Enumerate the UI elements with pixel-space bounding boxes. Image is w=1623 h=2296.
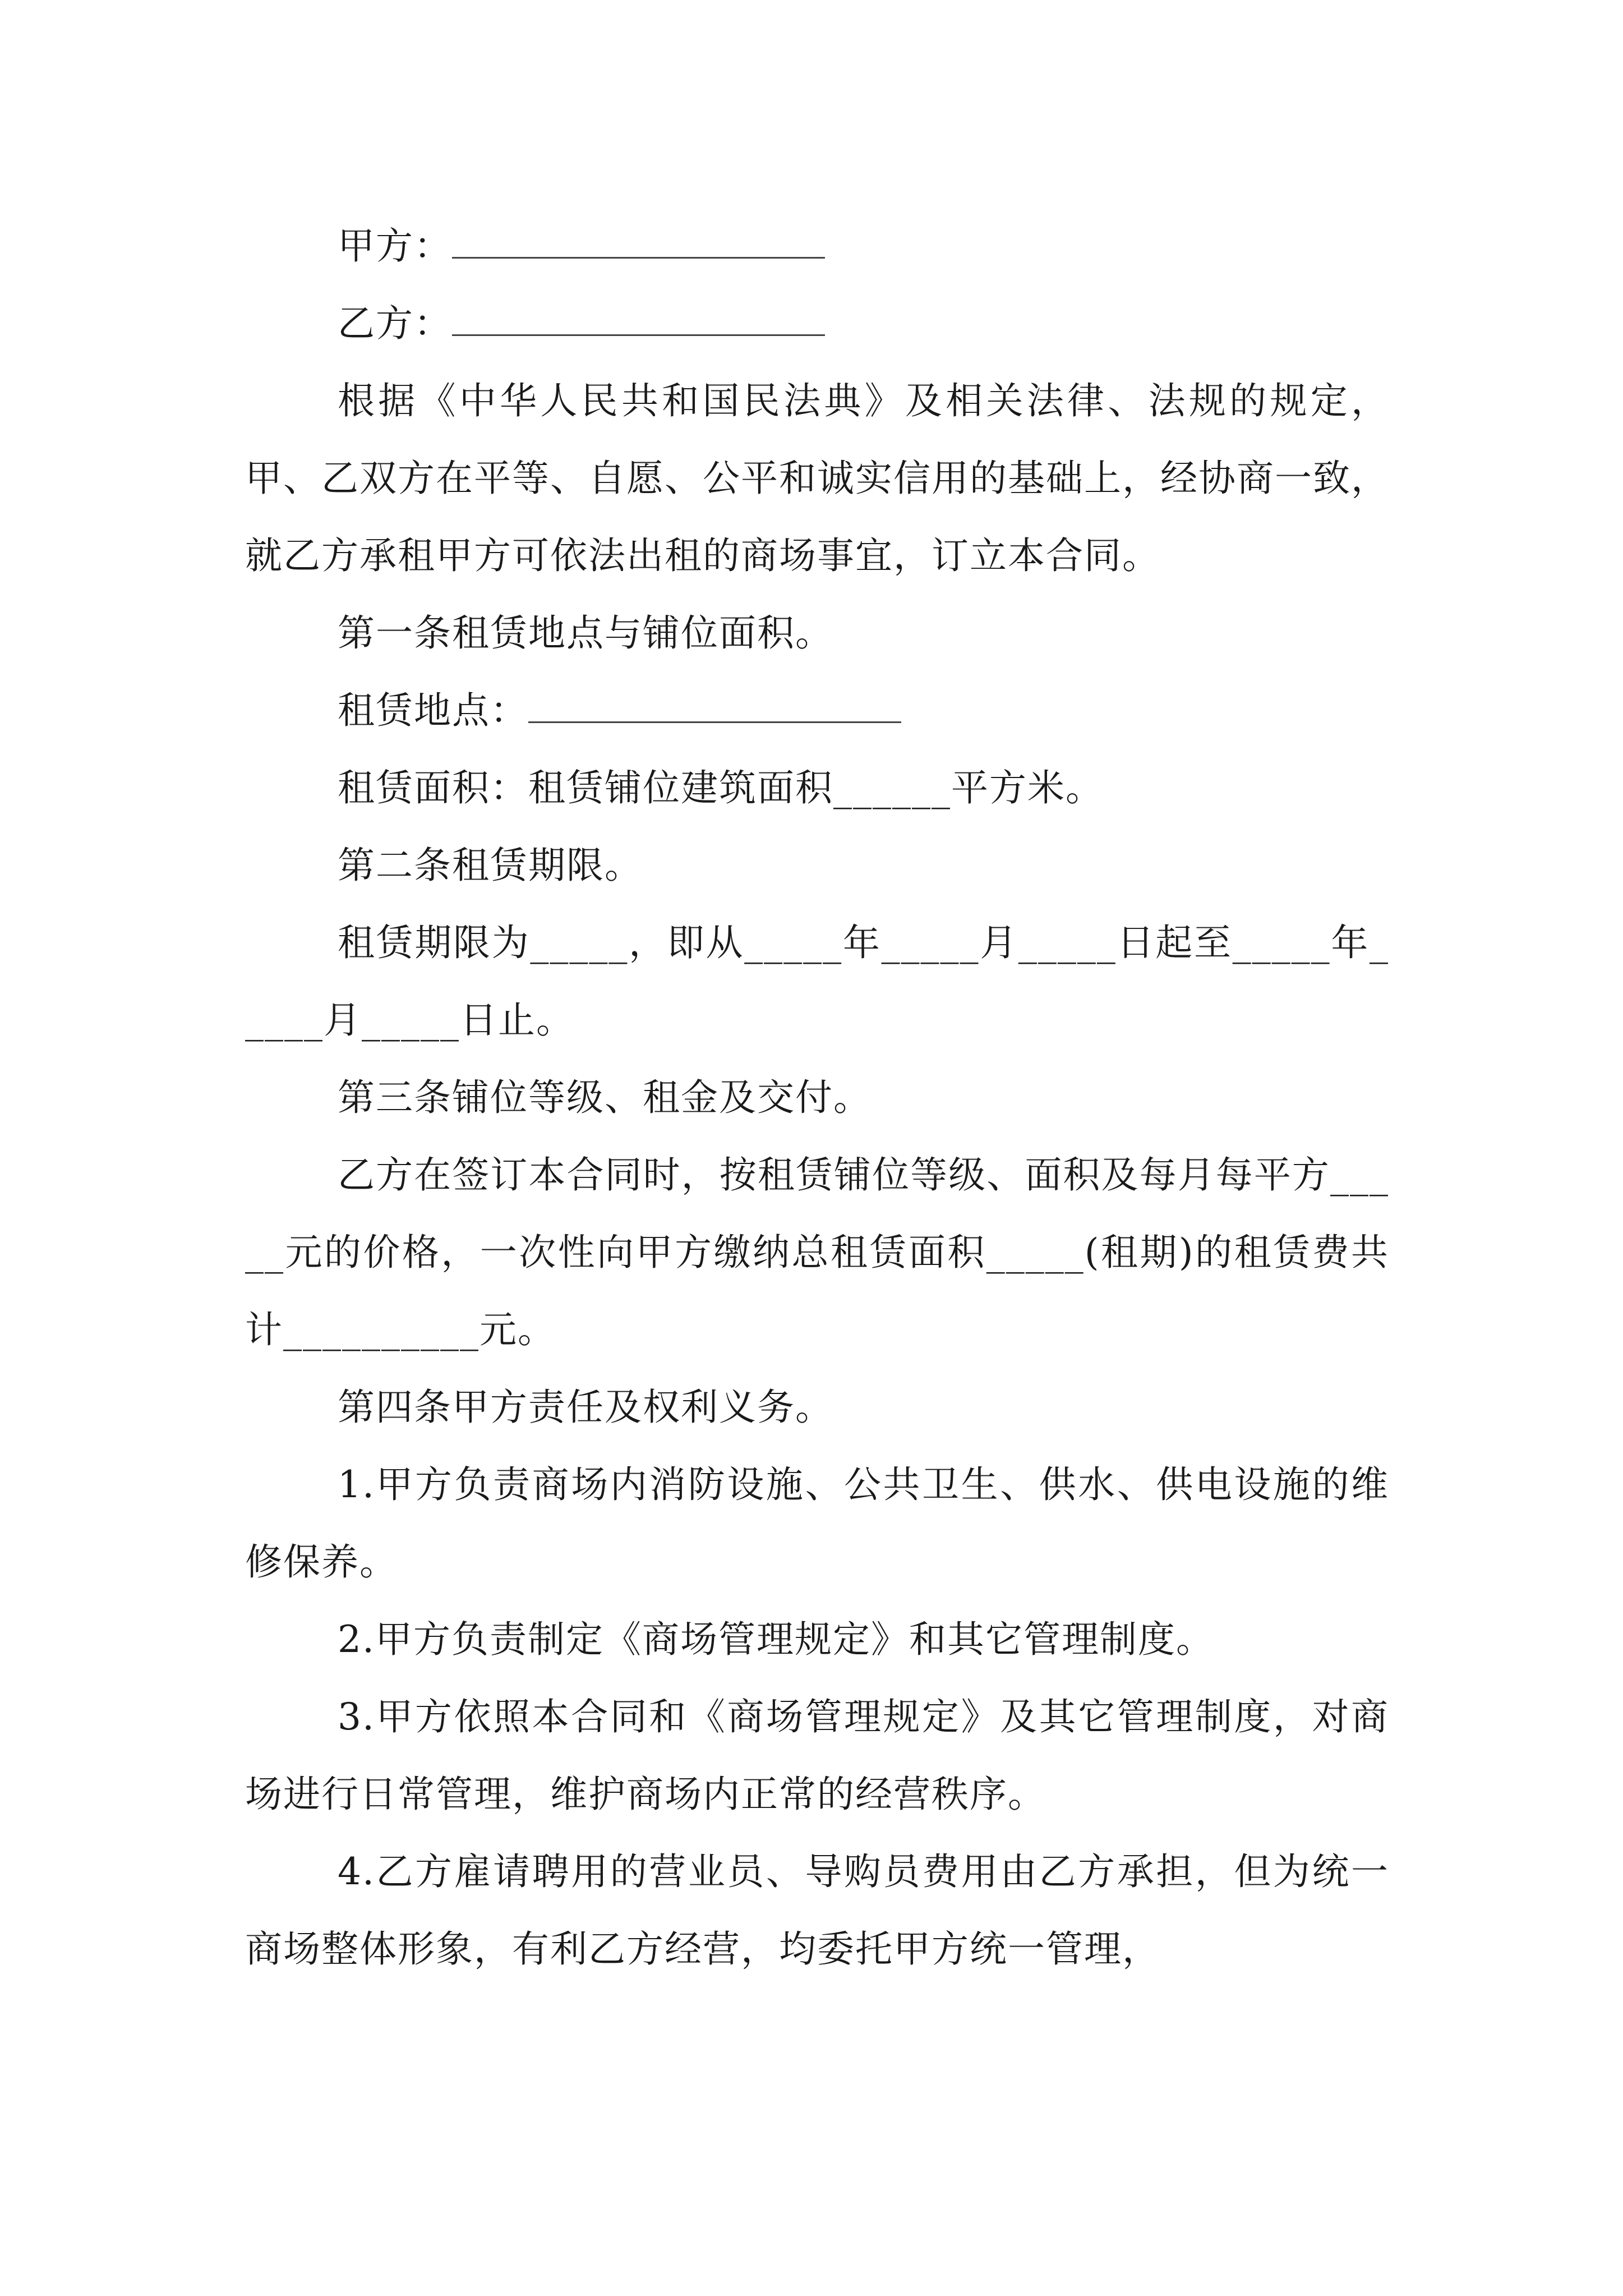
party-a-blank — [452, 229, 825, 259]
article-4-item-2: 2.甲方负责制定《商场管理规定》和其它管理制度。 — [338, 1618, 1214, 1661]
article-4-item-3: 3.甲方依照本合同和《商场管理规定》及其它管理制度，对商场进行日常管理，维护商场内正常的经营秩序。 — [245, 1695, 1389, 1816]
party-a-label: 甲方： — [338, 224, 452, 268]
party-b-blank — [452, 306, 825, 336]
rent-clause-paragraph: 乙方在签订本合同时，按租赁铺位等级、面积及每月每平方_____元的价格，一次性向甲方缴纳总租赁面积_____(租期)的租赁费共计__________元。 — [245, 1153, 1389, 1351]
article-4-title: 第四条甲方责任及权利义务。 — [338, 1386, 833, 1429]
lease-location-label: 租赁地点： — [338, 689, 528, 732]
article-4-item-4: 4.乙方雇请聘用的营业员、导购员费用由乙方承担，但为统一商场整体形象，有利乙方经营，均委托甲方统一管理， — [245, 1850, 1389, 1971]
lease-area-line: 租赁面积：租赁铺位建筑面积______平方米。 — [338, 766, 1104, 809]
lease-location-blank — [528, 693, 901, 723]
preamble-paragraph: 根据《中华人民共和国民法典》及相关法律、法规的规定，甲、乙双方在平等、自愿、公平和诚实信用的基础上，经协商一致，就乙方承租甲方可依法出租的商场事宜，订立本合同。 — [245, 379, 1389, 577]
article-2-title: 第二条租赁期限。 — [338, 844, 643, 887]
lease-location-line — [245, 672, 1389, 749]
article-4-item-1: 1.甲方负责商场内消防设施、公共卫生、供水、供电设施的维修保养。 — [245, 1463, 1389, 1584]
party-b-line — [245, 285, 1389, 362]
contract-body — [245, 208, 1389, 1988]
article-3-title: 第三条铺位等级、租金及交付。 — [338, 1076, 872, 1119]
party-b-label: 乙方： — [338, 302, 452, 345]
article-1-title: 第一条租赁地点与铺位面积。 — [338, 611, 833, 655]
lease-term-paragraph: 租赁期限为_____，即从_____年_____月_____日起至_____年_____月_____日止。 — [245, 921, 1389, 1042]
party-a-line — [245, 208, 1389, 285]
